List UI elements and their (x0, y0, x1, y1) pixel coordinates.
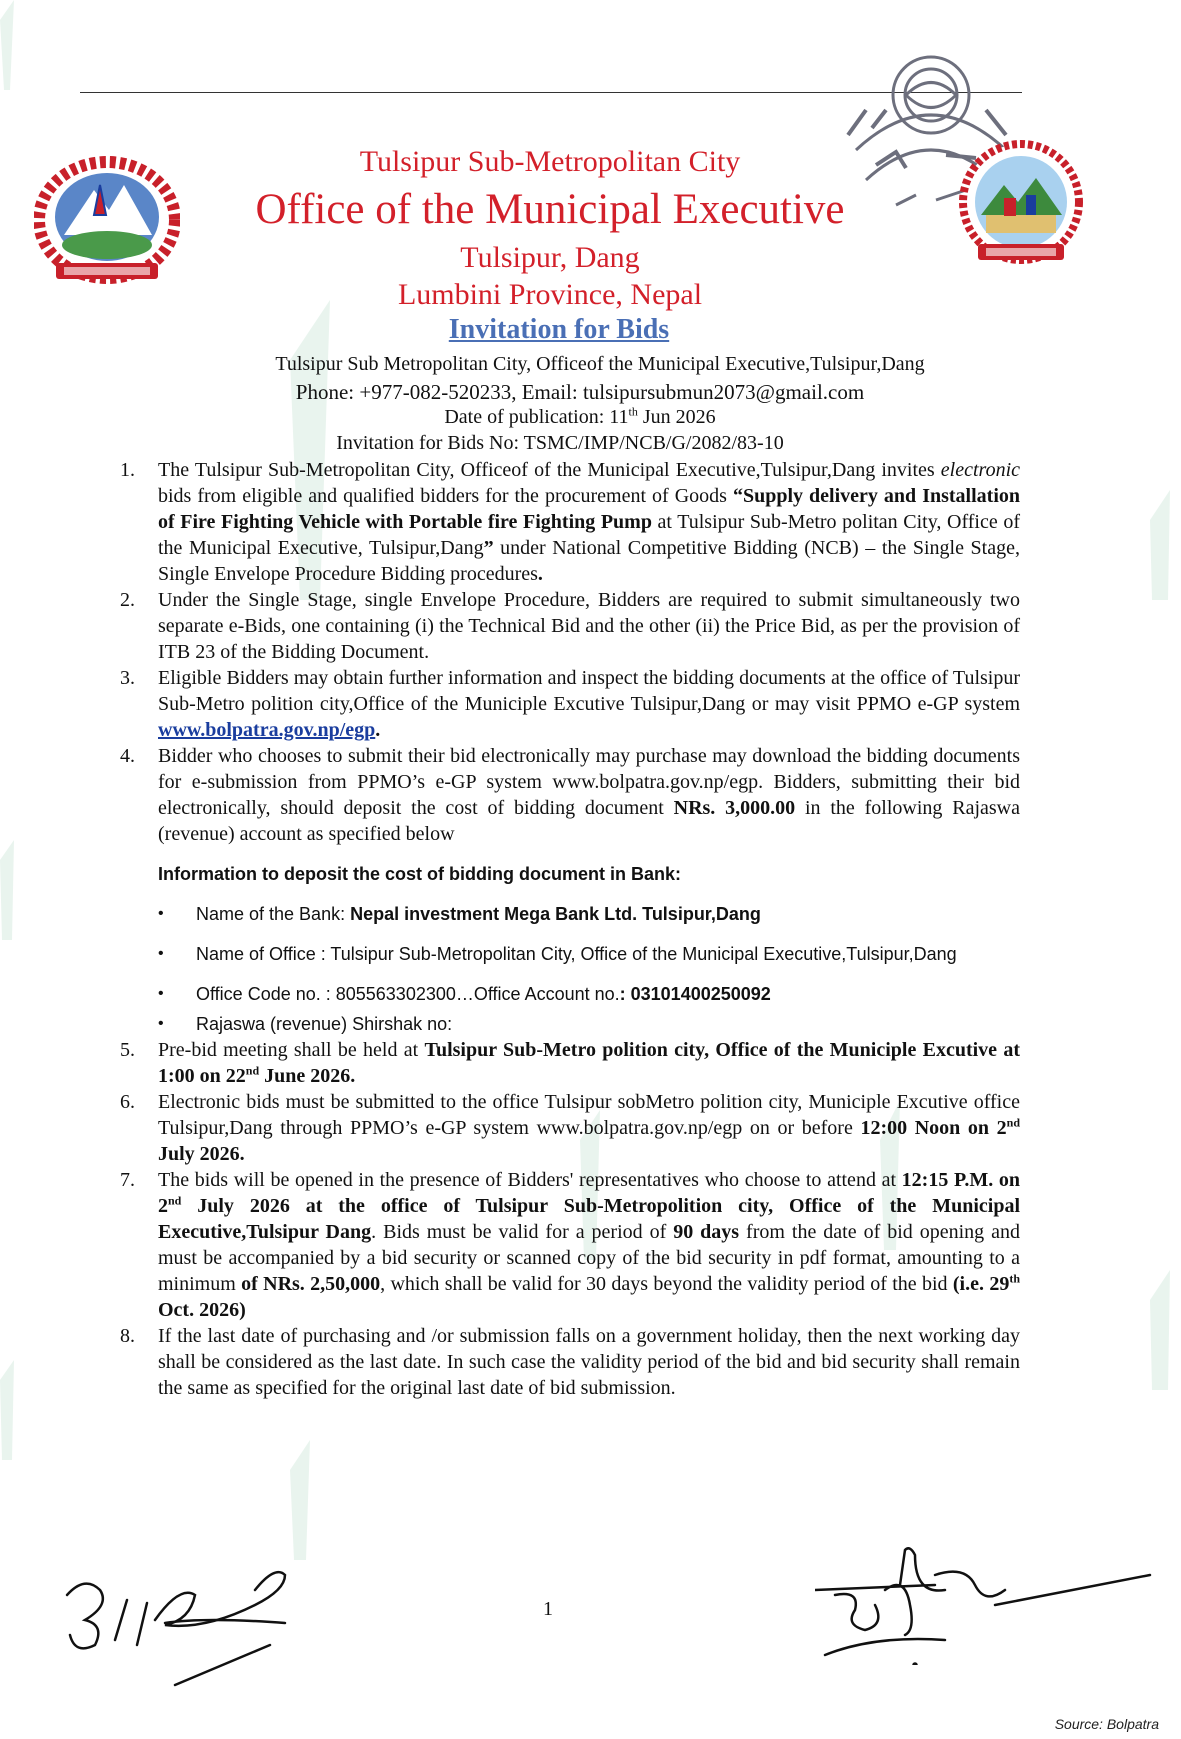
clause-2: 2. Under the Single Stage, single Envelope Procedure, Bidders are required to submit simultaneously two separate e-Bids, one containing (i) the Technical Bid and the other (ii) the Price Bid, as per the provision of ITB 23 of the Bidding Document. (120, 589, 1020, 663)
ifb-number: Invitation for Bids No: TSMC/IMP/NCB/G/2082/83-10 (336, 432, 784, 454)
office-name: Office of the Municipal Executive (255, 186, 845, 233)
egp-link[interactable]: www.bolpatra.gov.np/egp (158, 719, 376, 741)
left-signature-icon (55, 1545, 295, 1695)
clause-3: 3. Eligible Bidders may obtain further information and inspect the bidding documents at the office of Tulsipur Sub-Metro polition city,Office of the Municiple Excutive Tulsipur,Dang or may visit PPMO e-GP system www.bolpatra.gov.np/egp. (120, 667, 1020, 741)
publication-date: Date of publication: 11th Jun 2026 (444, 404, 716, 428)
office-name-item: • Name of Office : Tulsipur Sub-Metropolitan City, Office of the Municipal Executive,Tulsipur,Dang (158, 941, 1020, 967)
notice-body (120, 457, 1020, 1401)
location: Tulsipur, Dang (460, 241, 640, 274)
clause-8: 8. If the last date of purchasing and /or submission falls on a government holiday, then the next working day shall be considered as the last date. In such case the validity period of the bid and bid security shall remain the same as specified for the original last date of bid submission. (120, 1325, 1020, 1399)
document-title: Invitation for Bids (448, 314, 670, 345)
bank-info-title: Information to deposit the cost of bidding document in Bank: (158, 864, 681, 884)
contact-line: Phone: +977-082-520233, Email: tulsipursubmun2073@gmail.com (295, 380, 865, 404)
clause-6: 6. Electronic bids must be submitted to the office Tulsipur sobMetro polition city, Municiple Excutive office Tulsipur,Dang through PPMO’s e-GP system www.bolpatra.gov.np/egp on or before 12:00 Noon on 2nd July 2026. (120, 1091, 1020, 1165)
bank-info (158, 901, 1020, 1037)
clause-4: 4. Bidder who chooses to submit their bid electronically may purchase may download the bidding documents for e-submission from PPMO’s e-GP system www.bolpatra.gov.np/egp. Bidders, submitting their bid electronically, should deposit the cost of bidding document NRs. 3,000.00 in the following Rajaswa (revenue) account as specified below (120, 745, 1020, 845)
right-signature-icon (815, 1535, 1155, 1665)
clause-1: 1. The Tulsipur Sub-Metropolitan City, Officeof of the Municipal Executive,Tulsipur,Dang invites electronic bids from eligible and qualified bidders for the procurement of Goods “Supply delivery and Installation of Fire Fighting Vehicle with Portable fire Fighting Pump at Tulsipur Sub-Metro politan City, Office of the Municipal Executive, Tulsipur,Dang” under National Competitive Bidding (NCB) – the Single Stage, Single Envelope Procedure Bidding procedures. (120, 459, 1020, 585)
office-code-item: • Office Code no. : 805563302300…Office Account no.: 03101400250092 (158, 981, 1020, 1007)
office-address: Tulsipur Sub Metropolitan City, Officeof the Municipal Executive,Tulsipur,Dang (275, 353, 925, 375)
page-number: 1 (543, 1598, 553, 1620)
bank-name-item: • Name of the Bank: Nepal investment Mega Bank Ltd. Tulsipur,Dang (158, 901, 1020, 927)
province: Lumbini Province, Nepal (397, 278, 703, 311)
rajaswa-item: • Rajaswa (revenue) Shirshak no: (158, 1011, 1020, 1037)
clause-5: 5. Pre-bid meeting shall be held at Tulsipur Sub-Metro polition city, Office of the Municiple Excutive at 1:00 on 22nd June 2026. (120, 1039, 1020, 1087)
clause-7: 7. The bids will be opened in the presence of Bidders' representatives who choose to attend at 12:15 P.M. on 2nd July 2026 at the office of Tulsipur Sub-Metropolition city, Office of the Municipal Executive,Tulsipur Dang. Bids must be valid for a period of 90 days from the date of bid opening and must be accompanied by a bid security or scanned copy of the bid security in pdf format, amounting to a minimum of NRs. 2,50,000, which shall be valid for 30 days beyond the validity period of the bid (i.e. 29th Oct. 2026) (120, 1169, 1020, 1321)
source-credit: Source: Bolpatra (1054, 1716, 1159, 1732)
city-name: Tulsipur Sub-Metropolitan City (359, 145, 741, 178)
